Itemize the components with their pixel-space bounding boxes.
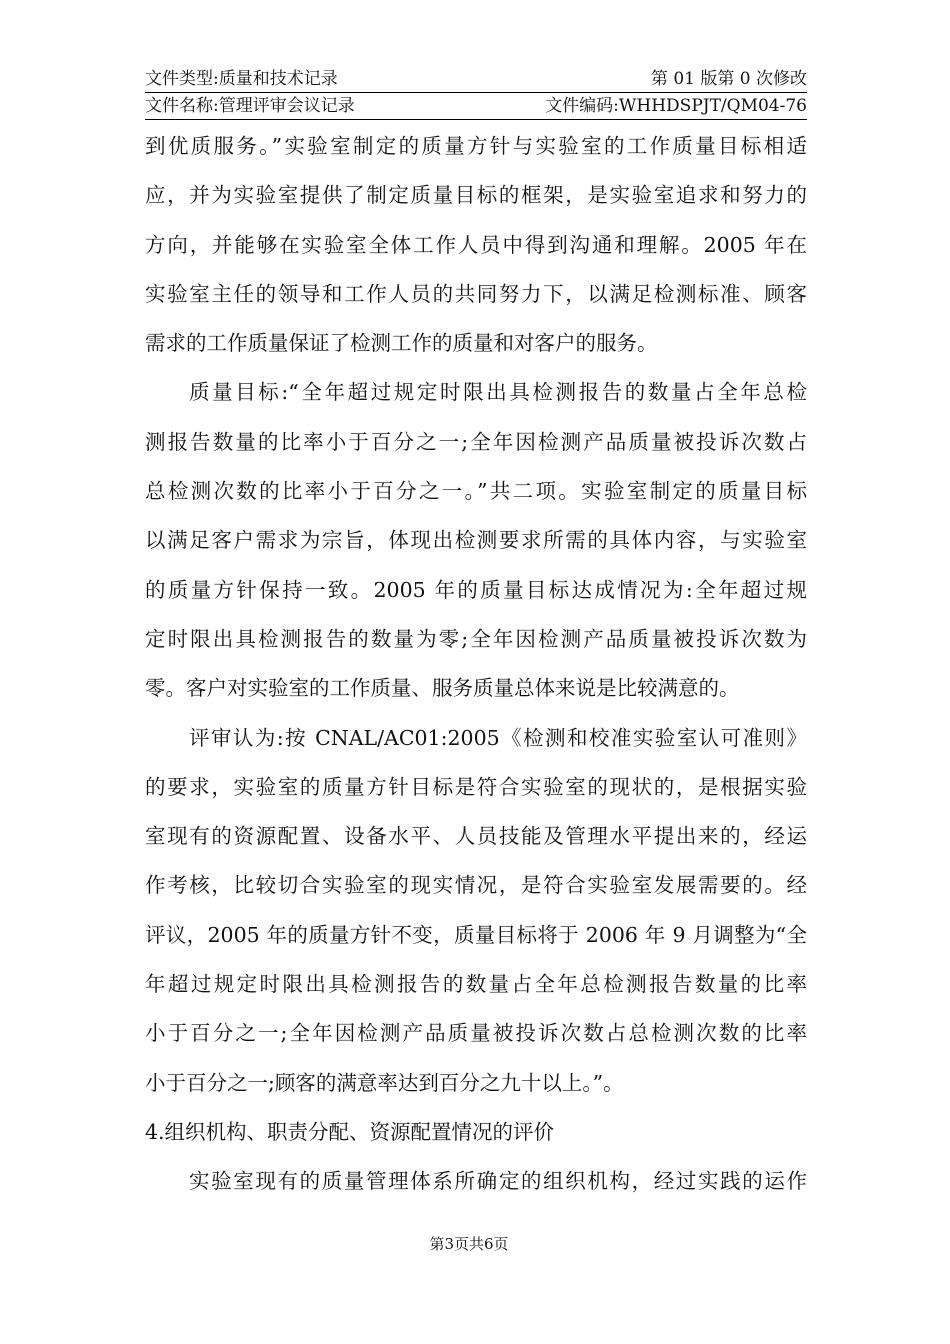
text-line: 的要求，实验室的质量方针目标是符合实验室的现状的，是根据实验	[145, 774, 807, 799]
text-line: 应，并为实验室提供了制定质量目标的框架，是实验室追求和努力的	[145, 183, 807, 208]
text-line: 室现有的资源配置、设备水平、人员技能及管理水平提出来的，经运	[145, 824, 807, 849]
text-line: 实验室现有的质量管理体系所确定的组织机构，经过实践的运作	[189, 1169, 807, 1194]
text-line: 实验室主任的领导和工作人员的共同努力下，以满足检测标准、顾客	[145, 281, 807, 306]
page-footer	[0, 1233, 950, 1254]
text-line: 4.组织机构、职责分配、资源配置情况的评价	[145, 1119, 555, 1144]
text-line: 零。客户对实验室的工作质量、服务质量总体来说是比较满意的。	[145, 676, 740, 701]
paragraph	[145, 1157, 807, 1206]
text-line: 的质量方针保持一致。2005 年的质量目标达成情况为:全年超过规	[145, 577, 807, 602]
body-text	[145, 122, 807, 1207]
header-row-2	[145, 93, 807, 120]
text-line: 评审认为:按 CNAL/AC01:2005《检测和校准实验室认可准则》	[189, 725, 807, 750]
text-line: 质量目标:“全年超过规定时限出具检测报告的数量占全年总检	[189, 380, 807, 405]
paragraph	[145, 1108, 807, 1157]
paragraph	[145, 122, 807, 368]
text-line: 方向，并能够在实验室全体工作人员中得到沟通和理解。2005 年在	[145, 232, 807, 257]
text-line: 需求的工作质量保证了检测工作的质量和对客户的服务。	[145, 331, 658, 356]
text-line: 作考核，比较切合实验室的现实情况，是符合实验室发展需要的。经	[145, 873, 807, 898]
text-line: 总检测次数的比率小于百分之一。”共二项。实验室制定的质量目标	[145, 479, 807, 504]
text-line: 年超过规定时限出具检测报告的数量占全年总检测报告数量的比率	[145, 972, 807, 997]
doc-version: 第 01 版第 0 次修改	[650, 69, 807, 89]
text-line: 小于百分之一;全年因检测产品质量被投诉次数占总检测次数的比率	[145, 1021, 807, 1046]
doc-type: 文件类型:质量和技术记录	[145, 69, 338, 89]
text-line: 定时限出具检测报告的数量为零;全年因检测产品质量被投诉次数为	[145, 626, 807, 651]
text-line: 评议，2005 年的质量方针不变，质量目标将于 2006 年 9 月调整为“全	[145, 922, 807, 947]
text-line: 测报告数量的比率小于百分之一;全年因检测产品质量被投诉次数占	[145, 429, 807, 454]
paragraph	[145, 368, 807, 713]
text-line: 到优质服务。”实验室制定的质量方针与实验室的工作质量目标相适	[145, 134, 807, 158]
paragraph	[145, 714, 807, 1108]
doc-name: 文件名称:管理评审会议记录	[145, 96, 355, 116]
text-line: 小于百分之一;顾客的满意率达到百分之九十以上。”。	[145, 1070, 624, 1095]
doc-code: 文件编码:WHHDSPJT/QM04-76	[545, 96, 807, 116]
text-line: 以满足客户需求为宗旨，体现出检测要求所需的具体内容，与实验室	[145, 528, 807, 553]
page-number: 第3页共6页	[429, 1235, 509, 1253]
header-row-1	[145, 66, 807, 93]
